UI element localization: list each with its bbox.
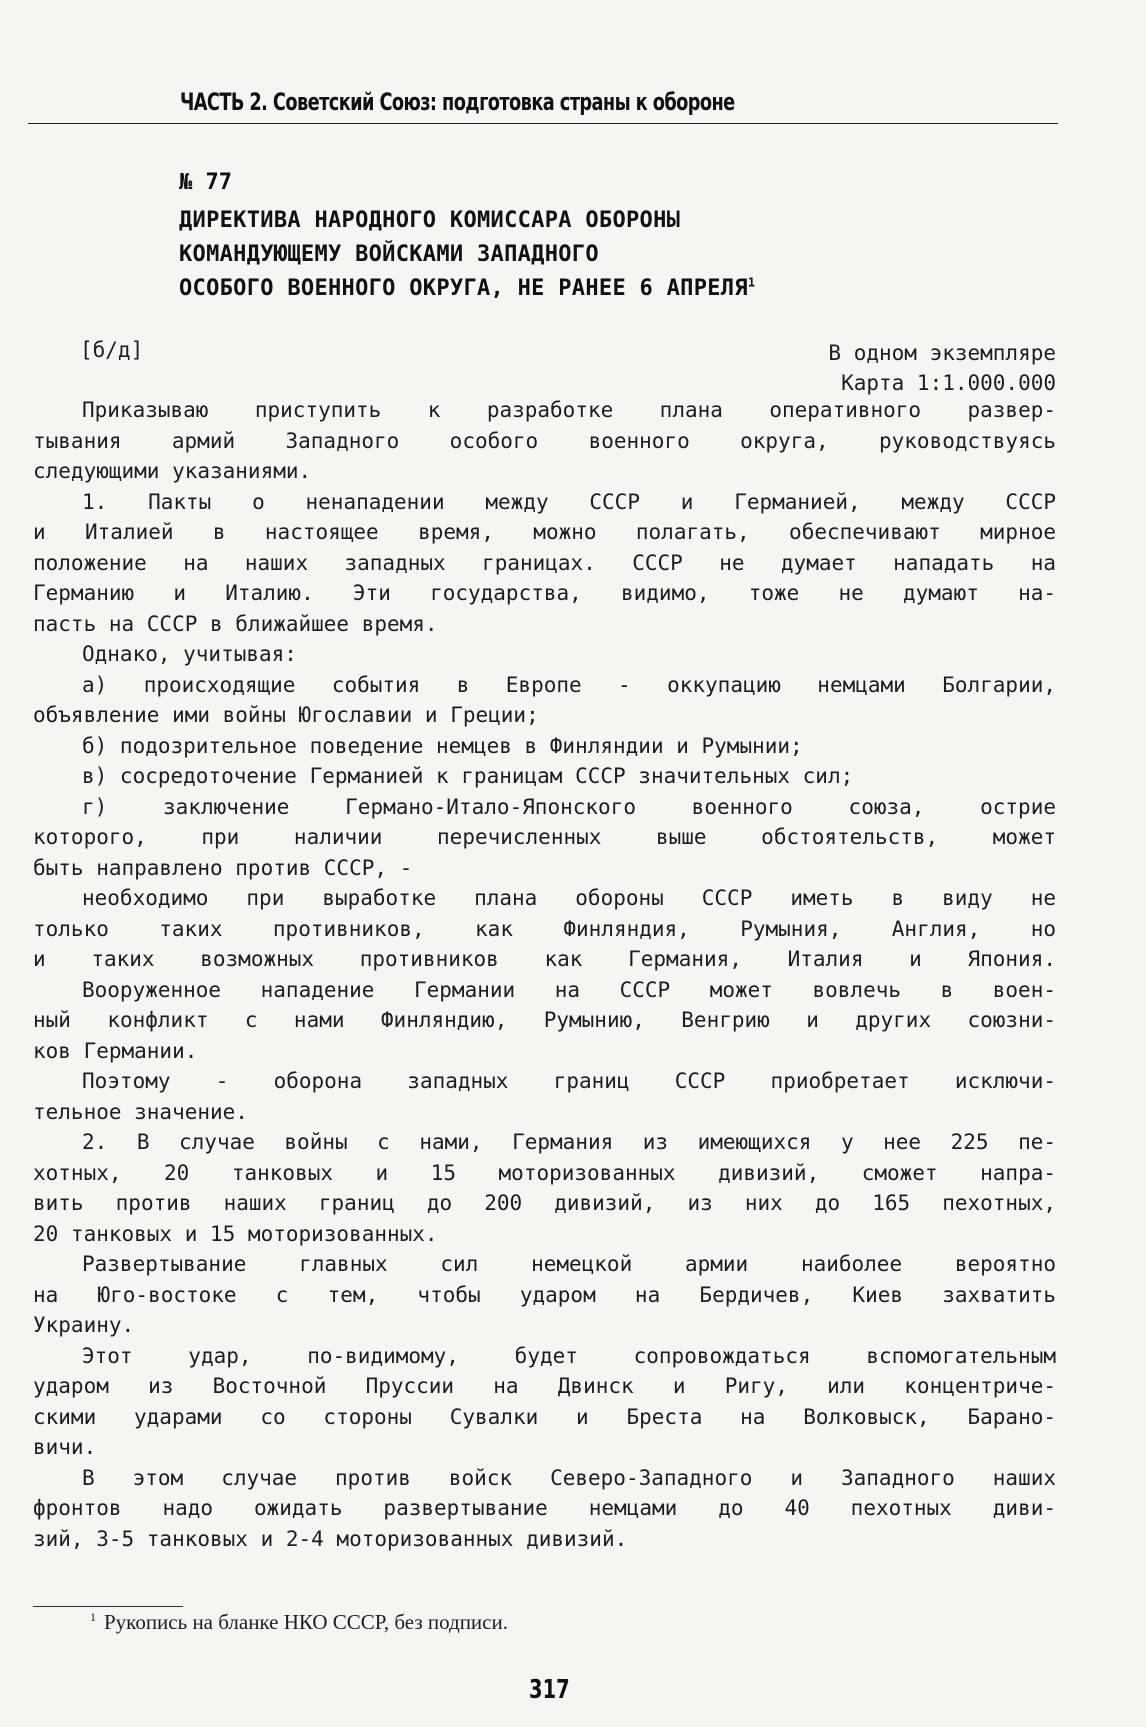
body-line: зий, 3-5 танковых и 2-4 моторизованных дивизий.: [33, 1526, 628, 1551]
title-line: [179, 272, 1059, 306]
title-line-text: ОСОБОГО ВОЕННОГО ОКРУГА, НЕ РАНЕЕ 6 АПРЕЛЯ: [179, 276, 748, 301]
body-line: Приказываю приступить к разработке плана оперативного развер-: [82, 398, 1056, 422]
footnote: [90, 1610, 508, 1635]
body-line: В этом случае против войск Северо-Западного и Западного наших: [82, 1465, 1056, 1490]
document-number: № 77: [179, 170, 232, 195]
body-line: которого, при наличии перечисленных выше обстоятельств, может: [33, 825, 1056, 849]
body-line: Развертывание главных сил немецкой армии наиболее вероятно: [82, 1252, 1056, 1276]
body-line: на Юго-востоке с тем, чтобы ударом на Бердичев, Киев захватить: [33, 1282, 1056, 1307]
body-line: и таких возможных противников как Германия, Италия и Япония.: [33, 947, 1056, 971]
body-line: фронтов надо ожидать развертывание немцами до 40 пехотных диви-: [33, 1496, 1056, 1520]
footnote-reference: 1: [747, 275, 756, 290]
body-line: б) подозрительное поведение немцев в Финляндии и Румынии;: [82, 733, 803, 758]
body-line: хотных, 20 танковых и 15 моторизованных дивизий, сможет напра-: [33, 1160, 1056, 1185]
body-line: вичи.: [33, 1435, 97, 1459]
undated-mark: [б/д]: [80, 338, 144, 362]
body-line: только таких противников, как Финляндия, Румыния, Англия, но: [33, 916, 1056, 941]
body-line: Украину.: [33, 1313, 135, 1337]
title-line: ДИРЕКТИВА НАРОДНОГО КОМИССАРА ОБОРОНЫ: [179, 208, 681, 233]
directive-body: [33, 395, 1056, 1554]
body-line: ков Германии.: [33, 1038, 198, 1063]
title-line: КОМАНДУЮЩЕМУ ВОЙСКАМИ ЗАПАДНОГО: [179, 242, 599, 267]
body-line: скими ударами со стороны Сувалки и Бреста на Волковыск, Барано-: [33, 1404, 1056, 1429]
body-line: следующими указаниями.: [33, 459, 312, 483]
body-line: Однако, учитывая:: [82, 642, 297, 666]
body-line: Поэтому - оборона западных границ СССР приобретает исключи-: [82, 1069, 1056, 1093]
body-line: 2. В случае войны с нами, Германия из имеющихся у нее 225 пе-: [82, 1130, 1056, 1154]
body-line: а) происходящие события в Европе - оккупацию немцами Болгарии,: [82, 672, 1056, 697]
map-scale-note: Карта 1:1.000.000: [841, 371, 1056, 395]
body-line: 1. Пакты о ненападении между СССР и Германией, между СССР: [82, 489, 1056, 514]
running-head: ЧАСТЬ 2. Советский Союз: подготовка страны к обороне: [180, 88, 735, 116]
page-number: 317: [529, 1675, 570, 1705]
body-line: пасть на СССР в ближайшее время.: [33, 611, 438, 636]
body-line: положение на наших западных границах. СССР не думает нападать на: [33, 550, 1056, 575]
footnote-mark: 1: [90, 1610, 96, 1624]
body-line: и Италией в настоящее время, можно полагать, обеспечивают мирное: [33, 520, 1056, 544]
footnote-text: Рукопись на бланке НКО СССР, без подписи.: [104, 1610, 508, 1634]
copy-note: В одном экземпляре: [828, 341, 1056, 365]
header-rule: [28, 123, 1058, 124]
document-title: [179, 204, 1059, 306]
body-line: быть направлено против СССР, -: [33, 855, 413, 880]
body-line: 20 танковых и 15 моторизованных.: [33, 1221, 438, 1246]
body-line: объявление ими войны Югославии и Греции;: [33, 703, 539, 727]
body-line: тельное значение.: [33, 1099, 248, 1124]
body-line: ный конфликт с нами Финляндию, Румынию, Венгрию и других союзни-: [33, 1008, 1056, 1032]
body-line: г) заключение Германо-Итало-Японского военного союза, острие: [82, 794, 1056, 819]
footnote-rule: [33, 1606, 183, 1607]
body-line: ударом из Восточной Пруссии на Двинск и Ригу, или концентриче-: [33, 1374, 1056, 1398]
body-line: в) сосредоточение Германией к границам СССР значительных сил;: [82, 764, 854, 788]
body-line: необходимо при выработке плана обороны СССР иметь в виду не: [82, 886, 1056, 910]
body-line: вить против наших границ до 200 дивизий, из них до 165 пехотных,: [33, 1191, 1056, 1215]
body-line: Вооруженное нападение Германии на СССР может вовлечь в воен-: [82, 977, 1056, 1002]
body-line: Этот удар, по-видимому, будет сопровождаться вспомогательным: [82, 1343, 1056, 1368]
document-notes: [828, 338, 1056, 398]
body-line: Германию и Италию. Эти государства, видимо, тоже не думают на-: [33, 581, 1056, 605]
body-line: тывания армий Западного особого военного округа, руководствуясь: [33, 428, 1056, 453]
